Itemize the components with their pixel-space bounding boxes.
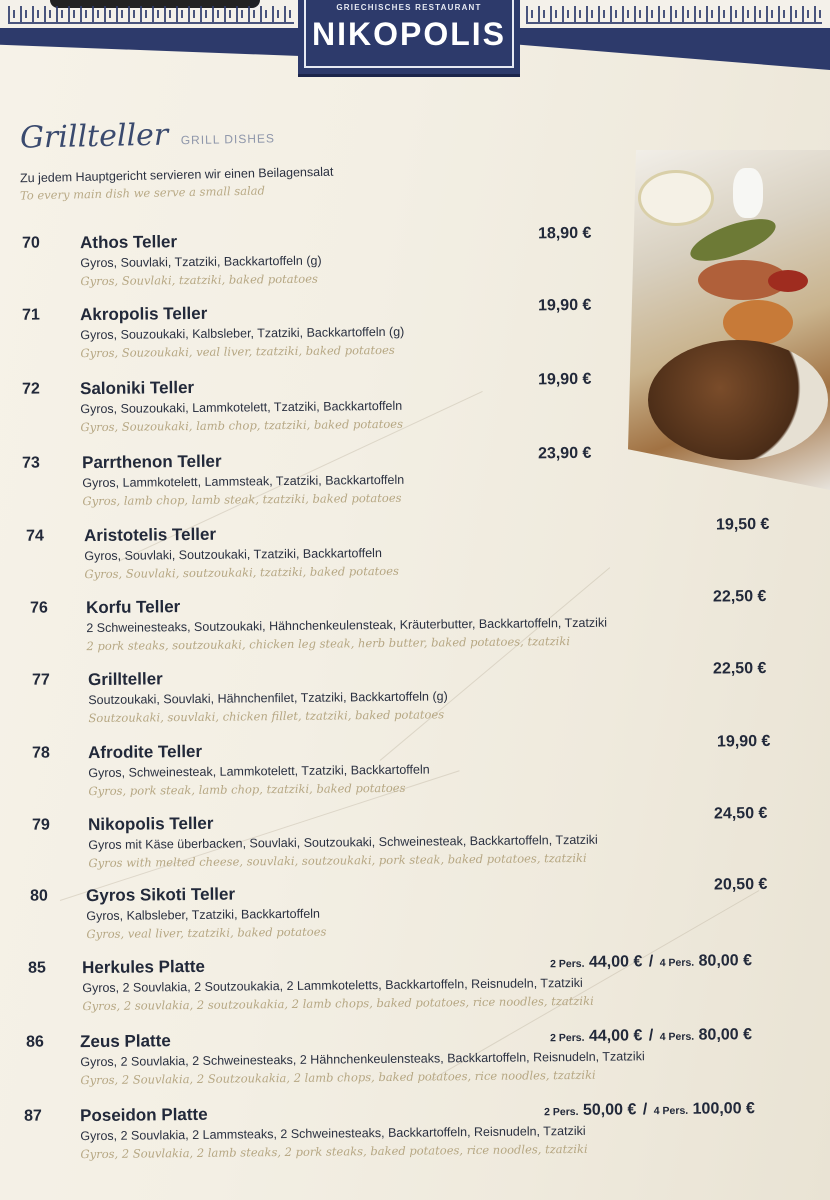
price-separator: / — [642, 1101, 648, 1119]
item-number: 72 — [21, 380, 40, 398]
item-price: 19,90 € — [537, 370, 592, 389]
item-name: Herkules Platte — [81, 956, 206, 978]
item-description-de: Gyros, Schweinesteak, Lammkotelett, Tzatziki, Backkartoffeln — [88, 762, 430, 781]
price-2-pers: 44,00 € — [588, 1027, 643, 1045]
item-name: Nikopolis Teller — [87, 813, 214, 835]
grill-platter-photo — [628, 150, 830, 490]
price-separator: / — [648, 953, 654, 971]
item-price: 19,50 € — [715, 515, 770, 534]
item-description-en: Gyros, lamb chop, lamb steak, tzatziki, baked potatoes — [82, 490, 402, 509]
price-2-pers-label: 2 Pers. — [550, 957, 585, 971]
item-description-de: Gyros, Souvlaki, Tzatziki, Backkartoffeln (g) — [80, 253, 322, 271]
section-title-en: GRILL DISHES — [180, 131, 276, 148]
salad-note-de: Zu jedem Hauptgericht servieren wir einen Beilagensalat — [19, 164, 334, 186]
item-description-en: Gyros with melted cheese, souvlaki, soutzoukaki, pork steak, baked potatoes, tzatziki — [88, 850, 587, 871]
photo-bread — [638, 170, 714, 226]
item-price: 19,90 € — [537, 296, 592, 315]
price-4-pers: 80,00 € — [698, 1026, 753, 1044]
item-description-en: Gyros, Souvlaki, soutzoukaki, tzatziki, baked potatoes — [84, 563, 399, 582]
item-description-en: Gyros, pork steak, lamb chop, tzatziki, baked potatoes — [88, 780, 406, 799]
item-description-de: Gyros, 2 Souvlakia, 2 Schweinesteaks, 2 Hähnchenkeulensteaks, Backkartoffeln, Reisnudeln, Tzatziki — [80, 1049, 645, 1070]
item-description-en: Gyros, 2 Souvlakia, 2 lamb steaks, 2 pork steaks, baked potatoes, rice noodles, tzatziki — [80, 1141, 588, 1162]
item-description-de: Gyros, Souzoukaki, Lammkotelett, Tzatziki, Backkartoffeln — [80, 398, 403, 417]
price-2-pers-label: 2 Pers. — [544, 1105, 579, 1119]
price-4-pers-label: 4 Pers. — [659, 956, 695, 970]
item-price: 24,50 € — [713, 804, 768, 823]
item-description-en: Gyros, Souvlaki, tzatziki, baked potatoes — [80, 271, 318, 289]
photo-grill-meat — [723, 300, 793, 345]
item-name: Saloniki Teller — [79, 377, 195, 399]
item-price — [550, 952, 752, 972]
item-description-de: Gyros mit Käse überbacken, Souvlaki, Soutzoukaki, Schweinesteak, Backkartoffeln, Tzatziki — [88, 832, 598, 853]
item-description-en: Gyros, Souzoukaki, lamb chop, tzatziki, baked potatoes — [80, 416, 404, 435]
price-4-pers: 80,00 € — [698, 952, 753, 970]
item-description-de: Soutzoukaki, Souvlaki, Hähnchenfilet, Tzatziki, Backkartoffeln (g) — [88, 689, 448, 708]
item-description-de: 2 Schweinesteaks, Soutzoukaki, Hähnchenkeulensteak, Kräuterbutter, Backkartoffeln, Tzatziki — [86, 615, 608, 636]
item-name: Poseidon Platte — [79, 1104, 208, 1126]
section-title-de: Grillteller — [19, 117, 169, 156]
greek-key-border-left — [8, 6, 294, 24]
item-description-de: Gyros, Lammkotelett, Lammsteak, Tzatziki, Backkartoffeln — [82, 472, 405, 491]
item-description-de: Gyros, Souvlaki, Soutzoukaki, Tzatziki, Backkartoffeln — [84, 546, 382, 564]
item-name: Grillteller — [87, 669, 163, 690]
item-name: Akropolis Teller — [79, 303, 208, 325]
item-number: 80 — [29, 887, 48, 905]
item-price: 18,90 € — [537, 224, 592, 243]
item-number: 76 — [29, 599, 48, 617]
item-number: 71 — [21, 306, 40, 324]
item-name: Afrodite Teller — [87, 741, 203, 763]
photo-cup — [733, 168, 763, 218]
item-description-de: Gyros, 2 Souvlakia, 2 Soutzoukakia, 2 Lammkoteletts, Backkartoffeln, Reisnudeln, Tzatziki — [82, 975, 583, 996]
item-number: 78 — [31, 744, 50, 762]
item-description-de: Gyros, 2 Souvlakia, 2 Lammsteaks, 2 Schweinesteaks, Backkartoffeln, Reisnudeln, Tzatziki — [80, 1123, 586, 1144]
price-2-pers-label: 2 Pers. — [550, 1031, 585, 1045]
photo-platter — [648, 340, 828, 460]
item-description-en: Gyros, Souzoukaki, veal liver, tzatziki, baked potatoes — [80, 342, 395, 361]
item-number: 79 — [31, 816, 50, 834]
logo-subtitle: GRIECHISCHES RESTAURANT — [336, 3, 482, 12]
logo-name: NIKOPOLIS — [311, 16, 506, 52]
item-description-de: Gyros, Souzoukaki, Kalbsleber, Tzatziki, Backkartoffeln (g) — [80, 324, 405, 343]
item-description-en: Gyros, 2 souvlakia, 2 soutzoukakia, 2 lamb chops, baked potatoes, rice noodles, tzatziki — [82, 993, 594, 1014]
item-name: Parrthenon Teller — [81, 451, 222, 473]
item-description-de: Gyros, Kalbsleber, Tzatziki, Backkartoffeln — [86, 906, 321, 924]
price-2-pers: 44,00 € — [588, 953, 643, 971]
item-description-en: Gyros, veal liver, tzatziki, baked potatoes — [86, 924, 327, 942]
item-number: 87 — [23, 1107, 42, 1125]
item-name: Gyros Sikoti Teller — [85, 884, 236, 906]
salad-note-en: To every main dish we serve a small salad — [19, 183, 266, 203]
item-number: 73 — [21, 454, 40, 472]
section-title — [20, 115, 276, 155]
item-description-en: Gyros, 2 Souvlakia, 2 Soutzoukakia, 2 lamb chops, baked potatoes, rice noodles, tzatziki — [80, 1067, 596, 1088]
item-number: 70 — [21, 234, 40, 252]
price-4-pers-label: 4 Pers. — [659, 1030, 695, 1044]
header-navy-band-left — [0, 28, 300, 56]
restaurant-logo — [298, 0, 520, 77]
price-4-pers-label: 4 Pers. — [653, 1104, 689, 1118]
item-number: 77 — [31, 671, 50, 689]
item-description-en: 2 pork steaks, soutzoukaki, chicken leg steak, herb butter, baked potatoes, tzatziki — [86, 634, 571, 654]
photo-sauce — [768, 270, 808, 292]
item-price: 22,50 € — [712, 587, 767, 606]
price-2-pers: 50,00 € — [582, 1101, 637, 1119]
item-price: 20,50 € — [713, 875, 768, 894]
item-name: Aristotelis Teller — [83, 524, 217, 546]
item-price — [550, 1026, 752, 1046]
item-number: 86 — [25, 1033, 44, 1051]
item-name: Athos Teller — [79, 232, 178, 253]
marble-vein — [380, 567, 610, 761]
item-price: 19,90 € — [716, 732, 771, 751]
header-navy-band-right — [520, 28, 830, 70]
item-name: Zeus Platte — [79, 1031, 171, 1052]
price-4-pers: 100,00 € — [692, 1100, 755, 1118]
price-separator: / — [648, 1027, 654, 1045]
item-name: Korfu Teller — [85, 597, 181, 618]
item-description-en: Soutzoukaki, souvlaki, chicken fillet, tzatziki, baked potatoes — [88, 707, 445, 726]
item-price: 23,90 € — [537, 444, 592, 463]
item-price: 22,50 € — [712, 659, 767, 678]
greek-key-border-right — [526, 6, 822, 24]
item-price — [544, 1100, 755, 1120]
item-number: 74 — [25, 527, 44, 545]
item-number: 85 — [27, 959, 46, 977]
